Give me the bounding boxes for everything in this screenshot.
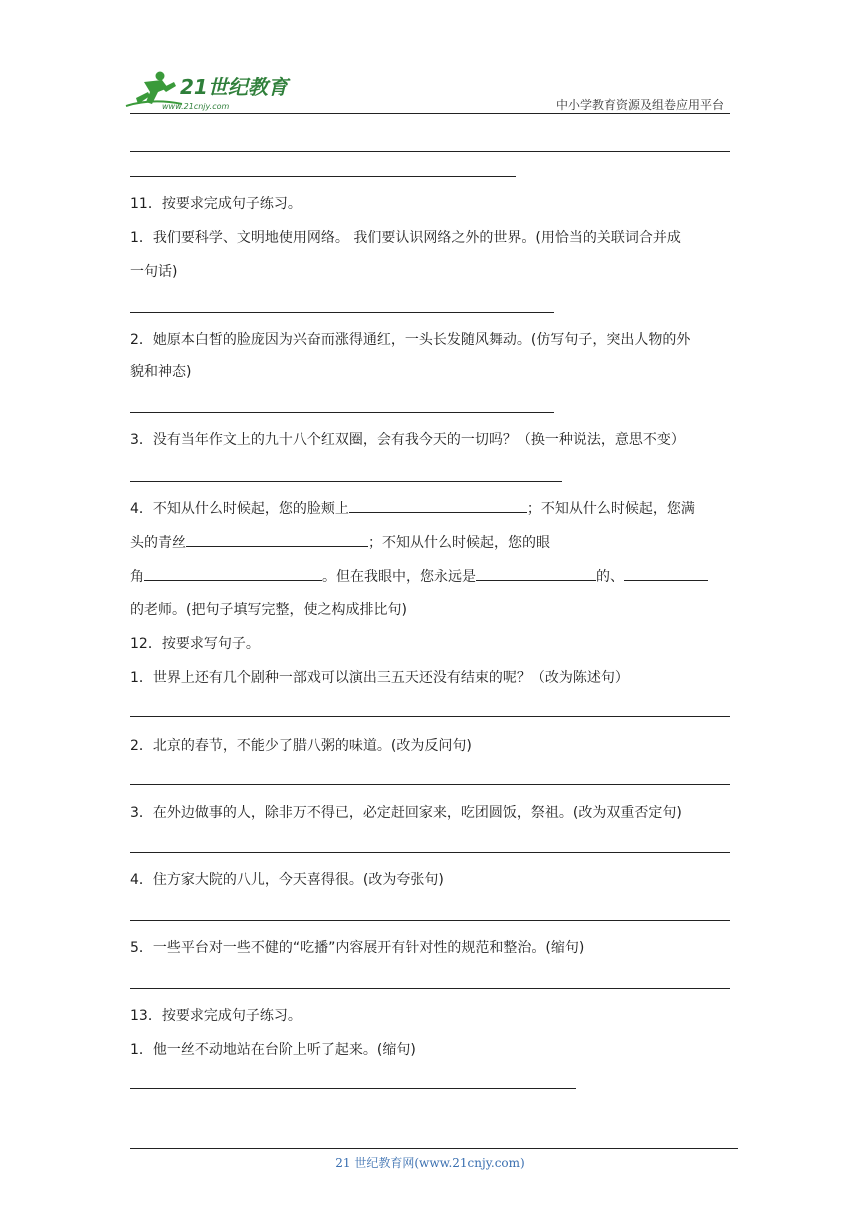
answer-line[interactable] [130, 412, 554, 413]
fill-blank[interactable] [476, 566, 596, 581]
question-item: 3．在外边做事的人，除非万不得已，必定赶回家来，吃团圆饭，祭祖。(改为双重否定句) [130, 805, 682, 821]
question-item: 1．世界上还有几个剧种一部戏可以演出三五天还没有结束的呢？（改为陈述句） [130, 670, 629, 686]
footer-divider [130, 1148, 738, 1149]
question-item: 1．我们要科学、文明地使用网络。 我们要认识网络之外的世界。(用恰当的关联词合并成 [130, 230, 681, 246]
answer-line[interactable] [130, 481, 562, 482]
answer-line[interactable] [130, 312, 554, 313]
question-item: 的老师。(把句子填写完整，使之构成排比句) [130, 602, 407, 618]
question-item: 5．一些平台对一些不健的“吃播”内容展开有针对性的规范和整治。(缩句) [130, 940, 585, 956]
answer-line[interactable] [130, 176, 516, 177]
answer-line[interactable] [130, 784, 730, 785]
fill-text: ；不知从什么时候起，您的眼 [368, 535, 550, 551]
question-item: 4．住方家大院的八儿，今天喜得很。(改为夸张句) [130, 872, 444, 888]
fill-text: 的、 [596, 569, 624, 585]
question-item [130, 498, 695, 519]
question-title: 11．按要求完成句子练习。 [130, 196, 302, 212]
header-divider [130, 113, 730, 114]
question-item: 2．北京的春节，不能少了腊八粥的味道。(改为反问句) [130, 738, 472, 754]
question-item: 1．他一丝不动地站在台阶上听了起来。(缩句) [130, 1042, 416, 1058]
question-item: 一句话) [130, 264, 178, 280]
question-item: 貌和神态) [130, 364, 192, 380]
question-item: 3．没有当年作文上的九十八个红双圈，会有我今天的一切吗？（换一种说法，意思不变） [130, 432, 685, 448]
question-item: 2．她原本白皙的脸庞因为兴奋而涨得通红，一头长发随风舞动。(仿写句子，突出人物的外 [130, 332, 691, 348]
runner-logo-icon [122, 68, 292, 112]
fill-text: 。但在我眼中，您永远是 [322, 569, 476, 585]
header-platform-text: 中小学教育资源及组卷应用平台 [555, 98, 724, 112]
fill-blank[interactable] [186, 532, 368, 547]
fill-blank[interactable] [349, 498, 527, 513]
page-header [122, 68, 730, 116]
fill-blank[interactable] [144, 566, 322, 581]
fill-text: 头的青丝 [130, 535, 186, 551]
site-logo [122, 68, 292, 112]
fill-blank[interactable] [624, 566, 708, 581]
svg-text:21世纪教育: 21世纪教育 [180, 75, 288, 99]
answer-line[interactable] [130, 716, 730, 717]
answer-line[interactable] [130, 920, 730, 921]
question-title: 12．按要求写句子。 [130, 636, 260, 652]
question-title: 13．按要求完成句子练习。 [130, 1008, 302, 1024]
fill-text: 角 [130, 569, 144, 585]
fill-text: ；不知从什么时候起，您满 [526, 501, 695, 517]
question-item [130, 566, 708, 587]
answer-line[interactable] [130, 988, 730, 989]
answer-line[interactable] [130, 1088, 576, 1089]
answer-line[interactable] [130, 151, 730, 152]
svg-text:www.21cnjy.com: www.21cnjy.com [162, 102, 230, 111]
answer-line[interactable] [130, 852, 730, 853]
question-item [130, 532, 550, 553]
footer-link[interactable]: 21 世纪教育网(www.21cnjy.com) [335, 1156, 525, 1170]
fill-text: 4．不知从什么时候起，您的脸颊上 [130, 501, 349, 517]
